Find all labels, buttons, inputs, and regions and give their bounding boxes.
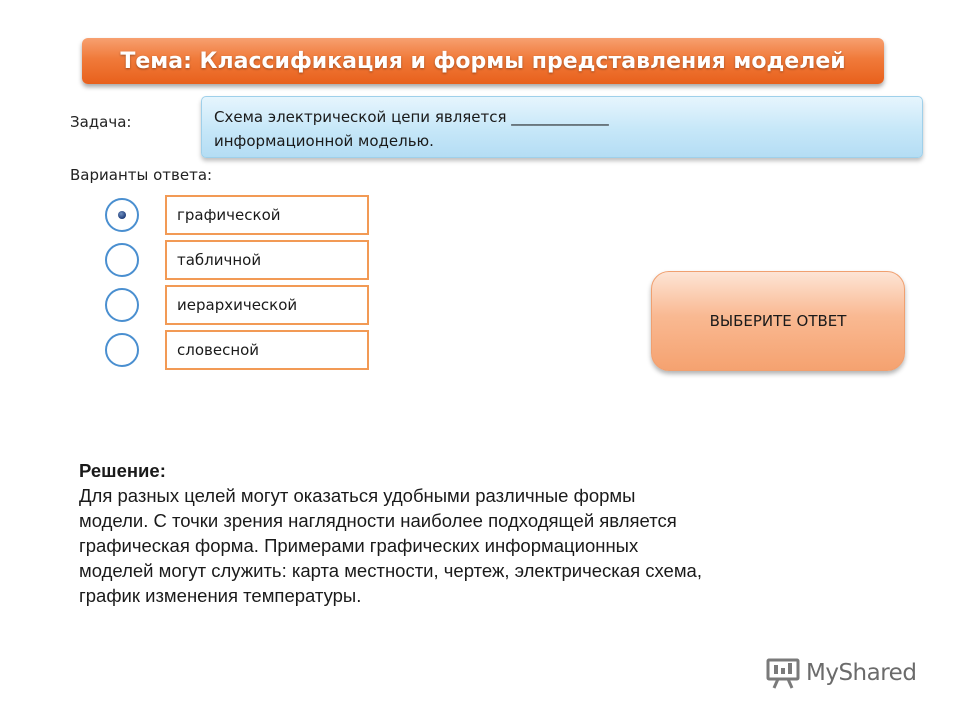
task-box [201,96,923,158]
choose-answer-button[interactable] [651,271,905,371]
solution-heading: Решение: [79,460,166,481]
solution-block [79,458,909,608]
option-label: иерархической [177,296,298,314]
choose-answer-label: ВЫБЕРИТЕ ОТВЕТ [709,312,847,330]
solution-line-5: график изменения температуры. [79,585,362,606]
solution-line-1: Для разных целей могут оказаться удобными различные формы [79,485,636,506]
myshared-watermark [766,655,916,691]
options-label: Варианты ответа: [70,166,213,184]
option-label: графической [177,206,281,224]
task-text-line-2: информационной моделью. [214,132,434,150]
watermark-text: MyShared [806,660,917,686]
option-label: словесной [177,341,260,359]
option-graphic[interactable] [165,195,369,235]
solution-line-3: графическая форма. Примерами графических информационных [79,535,639,556]
title-banner [82,38,884,84]
solution-line-4: моделей могут служить: карта местности, чертеж, электрическая схема, [79,560,702,581]
radio-selected-dot [118,211,126,219]
radio-option-verbal[interactable] [105,333,139,367]
option-verbal[interactable] [165,330,369,370]
radio-option-tabular[interactable] [105,243,139,277]
task-label: Задача: [70,113,132,131]
option-label: табличной [177,251,262,269]
radio-option-hierarchical[interactable] [105,288,139,322]
task-text-line-1: Схема электрической цепи является _____________ [214,108,609,126]
option-hierarchical[interactable] [165,285,369,325]
page-title: Тема: Классификация и формы представления моделей [120,48,846,74]
option-tabular[interactable] [165,240,369,280]
solution-line-2: модели. С точки зрения наглядности наиболее подходящей является [79,510,677,531]
presentation-board-icon [766,657,800,689]
radio-option-graphic[interactable] [105,198,139,232]
